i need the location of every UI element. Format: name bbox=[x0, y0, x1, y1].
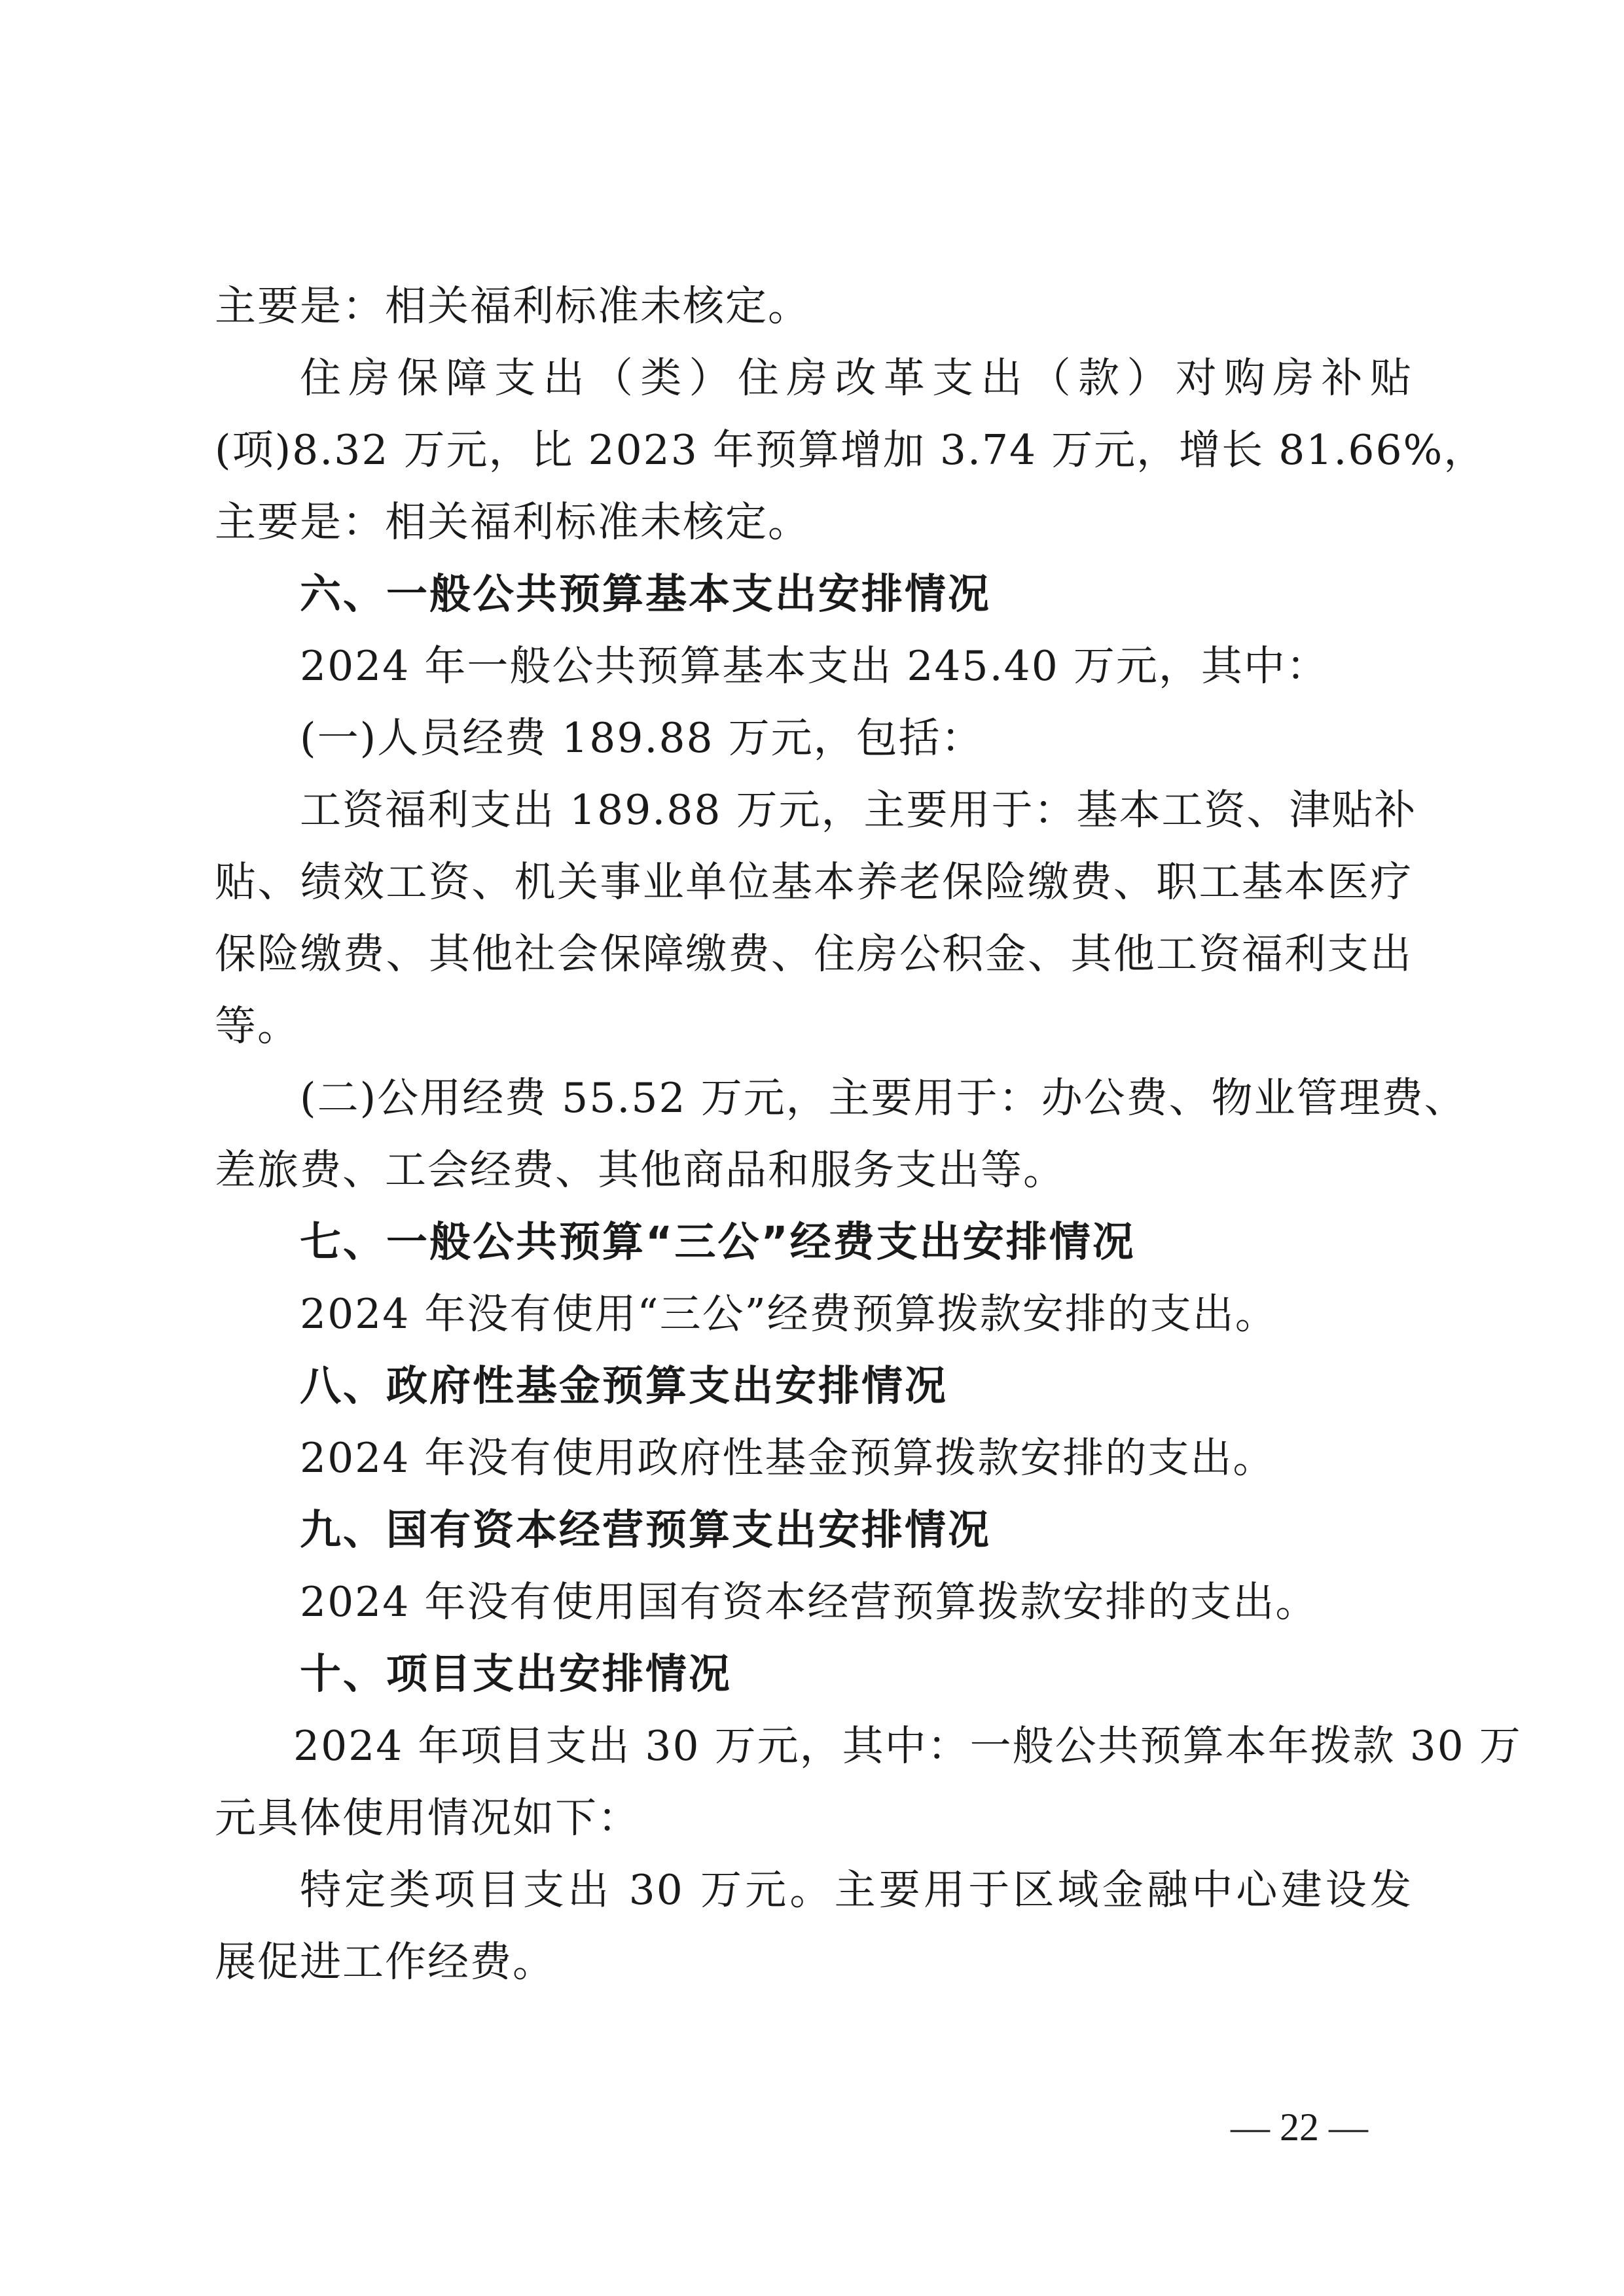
page-number: — 22 — bbox=[1231, 2106, 1368, 2149]
text-line: 主要是：相关福利标准未核定。 bbox=[215, 498, 810, 546]
text-line: 主要是：相关福利标准未核定。 bbox=[215, 282, 810, 330]
text-line: 2024 年一般公共预算基本支出 245.40 万元，其中： bbox=[300, 642, 1329, 690]
text-line: 2024 年没有使用“三公”经费预算拨款安排的支出。 bbox=[300, 1290, 1278, 1338]
text-line: 等。 bbox=[215, 1002, 300, 1050]
text-line: 2024 年项目支出 30 万元，其中：一般公共预算本年拨款 30 万 bbox=[293, 1722, 1522, 1770]
section-heading: 六、一般公共预算基本支出安排情况 bbox=[300, 570, 991, 618]
text-line: 住房保障支出（类）住房改革支出（款）对购房补贴 bbox=[300, 354, 1413, 402]
text-line: 展促进工作经费。 bbox=[215, 1938, 555, 1986]
text-line: (项)8.32 万元，比 2023 年预算增加 3.74 万元，增长 81.66%， bbox=[215, 426, 1487, 474]
text-line: 元具体使用情况如下： bbox=[215, 1794, 640, 1842]
section-heading: 八、政府性基金预算支出安排情况 bbox=[300, 1362, 948, 1410]
section-heading: 十、项目支出安排情况 bbox=[300, 1650, 732, 1698]
section-heading: 九、国有资本经营预算支出安排情况 bbox=[300, 1506, 991, 1554]
text-line: 差旅费、工会经费、其他商品和服务支出等。 bbox=[215, 1146, 1066, 1194]
text-line: (一)人员经费 189.88 万元，包括： bbox=[300, 714, 984, 762]
text-line: (二)公用经费 55.52 万元，主要用于：办公费、物业管理费、 bbox=[300, 1074, 1467, 1122]
text-line: 贴、绩效工资、机关事业单位基本养老保险缴费、职工基本医疗 bbox=[215, 858, 1413, 906]
text-line: 工资福利支出 189.88 万元，主要用于：基本工资、津贴补 bbox=[300, 786, 1417, 834]
text-line: 保险缴费、其他社会保障缴费、住房公积金、其他工资福利支出 bbox=[215, 930, 1413, 978]
text-line: 2024 年没有使用政府性基金预算拨款安排的支出。 bbox=[300, 1434, 1276, 1482]
text-line: 特定类项目支出 30 万元。主要用于区域金融中心建设发 bbox=[300, 1866, 1413, 1914]
text-line: 2024 年没有使用国有资本经营预算拨款安排的支出。 bbox=[300, 1578, 1318, 1626]
section-heading: 七、一般公共预算“三公”经费支出安排情况 bbox=[300, 1218, 1136, 1266]
